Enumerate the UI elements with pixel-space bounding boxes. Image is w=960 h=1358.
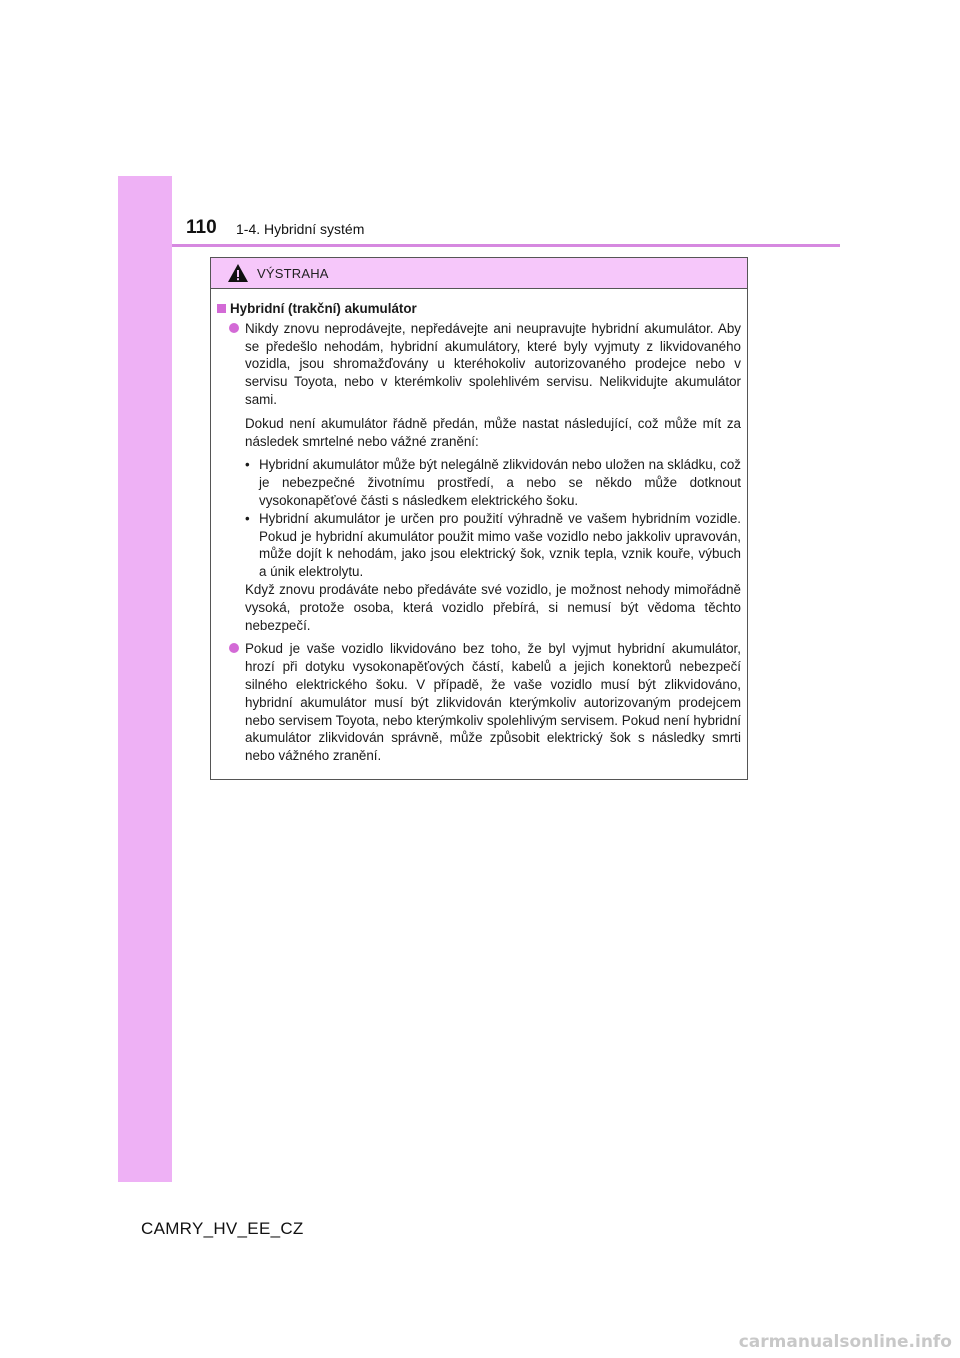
circle-bullet-icon [229, 323, 239, 333]
bullet-text: Pokud je vaše vozidlo likvidováno bez toho, že byl vyjmut hybridní akumulátor, hrozí při dotyku vysokonapěťových částí, kabelů a jejich konektorů nebezpečí silného elektrického šoku. V případě, že vaše vozidlo musí být zlikvidováno, hybridní akumulátor musí být zlikvidován kterýmkoliv autorizovaným prodejcem nebo servisem Toyota, nebo kterýmkoliv spolehlivým servisem. Pokud není hybridní akumulátor zlikvidován správně, může způsobit elektrický šok s následky smrti nebo vážného zranění. [245, 641, 741, 764]
paragraph: Dokud není akumulátor řádně předán, může nastat následující, což může mít za následek smrtelné nebo vážné zranění: [245, 415, 741, 449]
watermark: carmanualsonline.info [738, 1332, 952, 1352]
warning-body [211, 289, 747, 765]
paragraph: Když znovu prodáváte nebo předáváte své vozidlo, je možnost nehody mimořádně vysoká, protože osoba, která vozidlo přebírá, si nemusí být vědoma těchto nebezpečí. [245, 581, 741, 633]
warning-triangle-icon [227, 263, 249, 283]
bullet-text: Nikdy znovu neprodávejte, nepředávejte ani neupravujte hybridní akumulátor. Aby se předešlo nehodám, hybridní akumulátory, které byly vyjmuty z likvidovaného vozidla, jsou shromažďovány u kteréhokoliv autorizovaného prodejce nebo v servisu Toyota, nebo v kterémkoliv spolehlivém servisu. Nelikvidujte akumulátor sami. [245, 320, 741, 407]
heading-text: Hybridní (trakční) akumulátor [230, 301, 417, 316]
sub-bullet-mark: • [245, 457, 250, 473]
sub-list [245, 456, 741, 581]
footer-code: CAMRY_HV_EE_CZ [141, 1219, 304, 1238]
warning-label: VÝSTRAHA [257, 265, 329, 281]
list-item [217, 320, 741, 409]
sub-bullet-mark: • [245, 510, 250, 526]
warning-header [211, 258, 747, 289]
page-number: 110 [186, 217, 217, 238]
square-bullet-icon [217, 304, 226, 313]
sub-item-text: Hybridní akumulátor je určen pro použití výhradně ve vašem hybridním vozidle. Pokud je hybridní akumulátor použit mimo vaše vozidlo nebo jakkoliv upravován, může dojít k nehodám, jako jsou elektrický šok, vznik tepla, vznik kouře, výbuch a únik elektrolytu. [259, 510, 741, 580]
warning-box [210, 257, 748, 780]
header-rule [172, 244, 840, 247]
sub-item-text: Hybridní akumulátor může být nelegálně zlikvidován nebo uložen na skládku, což je nebezpečné životnímu prostředí, a nebo se někdo může dotknout vysokonapěťové části s následkem elektrického šoku. [259, 457, 741, 508]
section-title: 1-4. Hybridní systém [236, 221, 365, 237]
sub-list-item [245, 456, 741, 509]
warning-heading [217, 300, 741, 318]
side-color-band [118, 176, 172, 1182]
circle-bullet-icon [229, 643, 239, 653]
sub-list-item [245, 510, 741, 581]
list-item [217, 640, 741, 765]
